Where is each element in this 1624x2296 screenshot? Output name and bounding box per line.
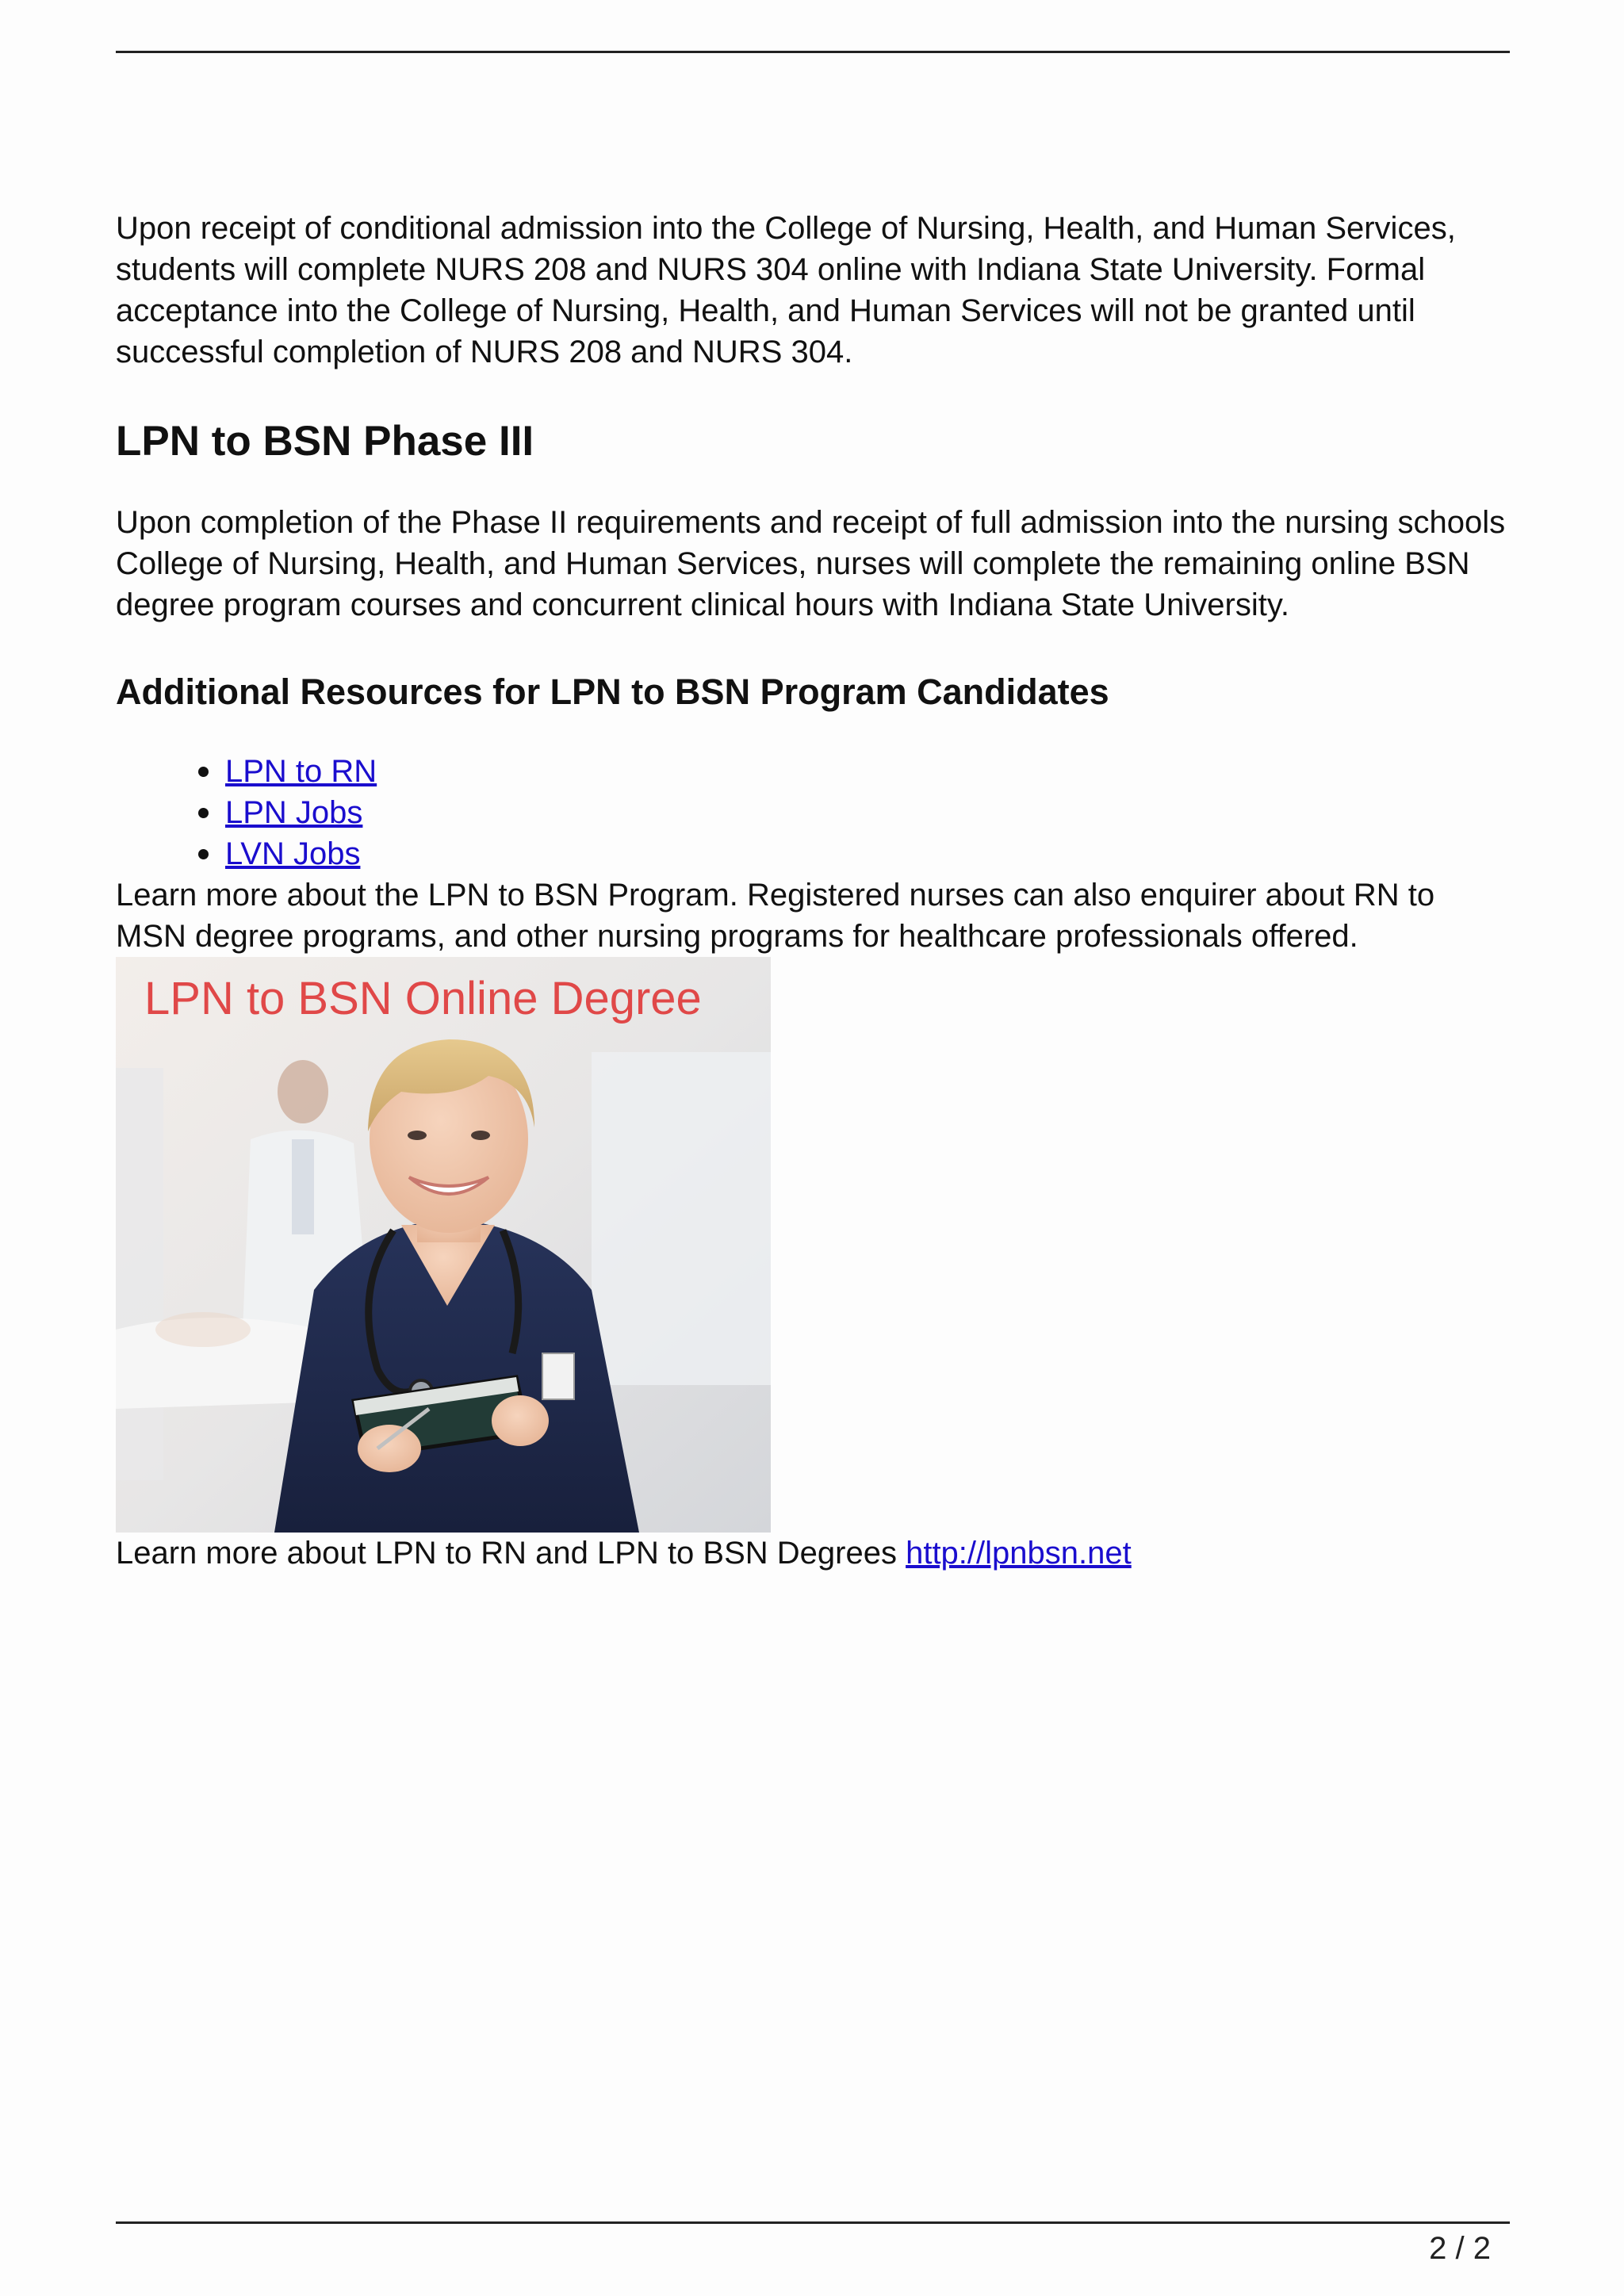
footer-rule: [116, 2221, 1510, 2224]
nurse-photo: [116, 957, 771, 1533]
nurse-illustration: [116, 957, 771, 1533]
paragraph-phase-3: Upon completion of the Phase II requirements and receipt of full admission into the nursing schools College of Nursing, Health, and Human Services, nurses will complete the remaining online BSN degree program courses and concurrent clinical hours with Indiana State University.: [116, 505, 1506, 622]
footer-line-text: Learn more about LPN to RN and LPN to BSN Degrees: [116, 1536, 906, 1571]
page-content: [116, 208, 1510, 1574]
bullet-icon: [198, 808, 209, 818]
bullet-icon: [198, 849, 209, 859]
resource-links-list: [116, 751, 1510, 874]
link-lpn-to-rn[interactable]: LPN to RN: [225, 754, 377, 789]
paragraph-footer-link: [116, 1533, 1510, 1574]
paragraph-learn-more: Learn more about the LPN to BSN Program. Registered nurses can also enquirer about RN to MSN degree programs, and other nursing programs for healthcare professionals offered.: [116, 878, 1435, 954]
image-caption: LPN to BSN Online Degree: [144, 973, 702, 1024]
header-rule: [116, 51, 1510, 53]
list-item: [225, 833, 1510, 874]
list-item: [225, 792, 1510, 833]
paragraph-conditional-admission: Upon receipt of conditional admission into the College of Nursing, Health, and Human Services, students will complete NURS 208 and NURS 304 online with Indiana State University. Formal acceptance into the College of Nursing, Health, and Human Services will not be granted until successful completion of NURS 208 and NURS 304.: [116, 211, 1456, 369]
page-number: 2 / 2: [1429, 2231, 1491, 2266]
link-lpnbsn-site[interactable]: http://lpnbsn.net: [906, 1536, 1132, 1571]
list-item: [225, 751, 1510, 792]
link-lpn-jobs[interactable]: LPN Jobs: [225, 795, 363, 830]
heading-additional-resources: Additional Resources for LPN to BSN Program Candidates: [116, 672, 1109, 712]
link-lvn-jobs[interactable]: LVN Jobs: [225, 836, 361, 871]
bullet-icon: [198, 767, 209, 777]
heading-phase-3: LPN to BSN Phase III: [116, 418, 534, 465]
